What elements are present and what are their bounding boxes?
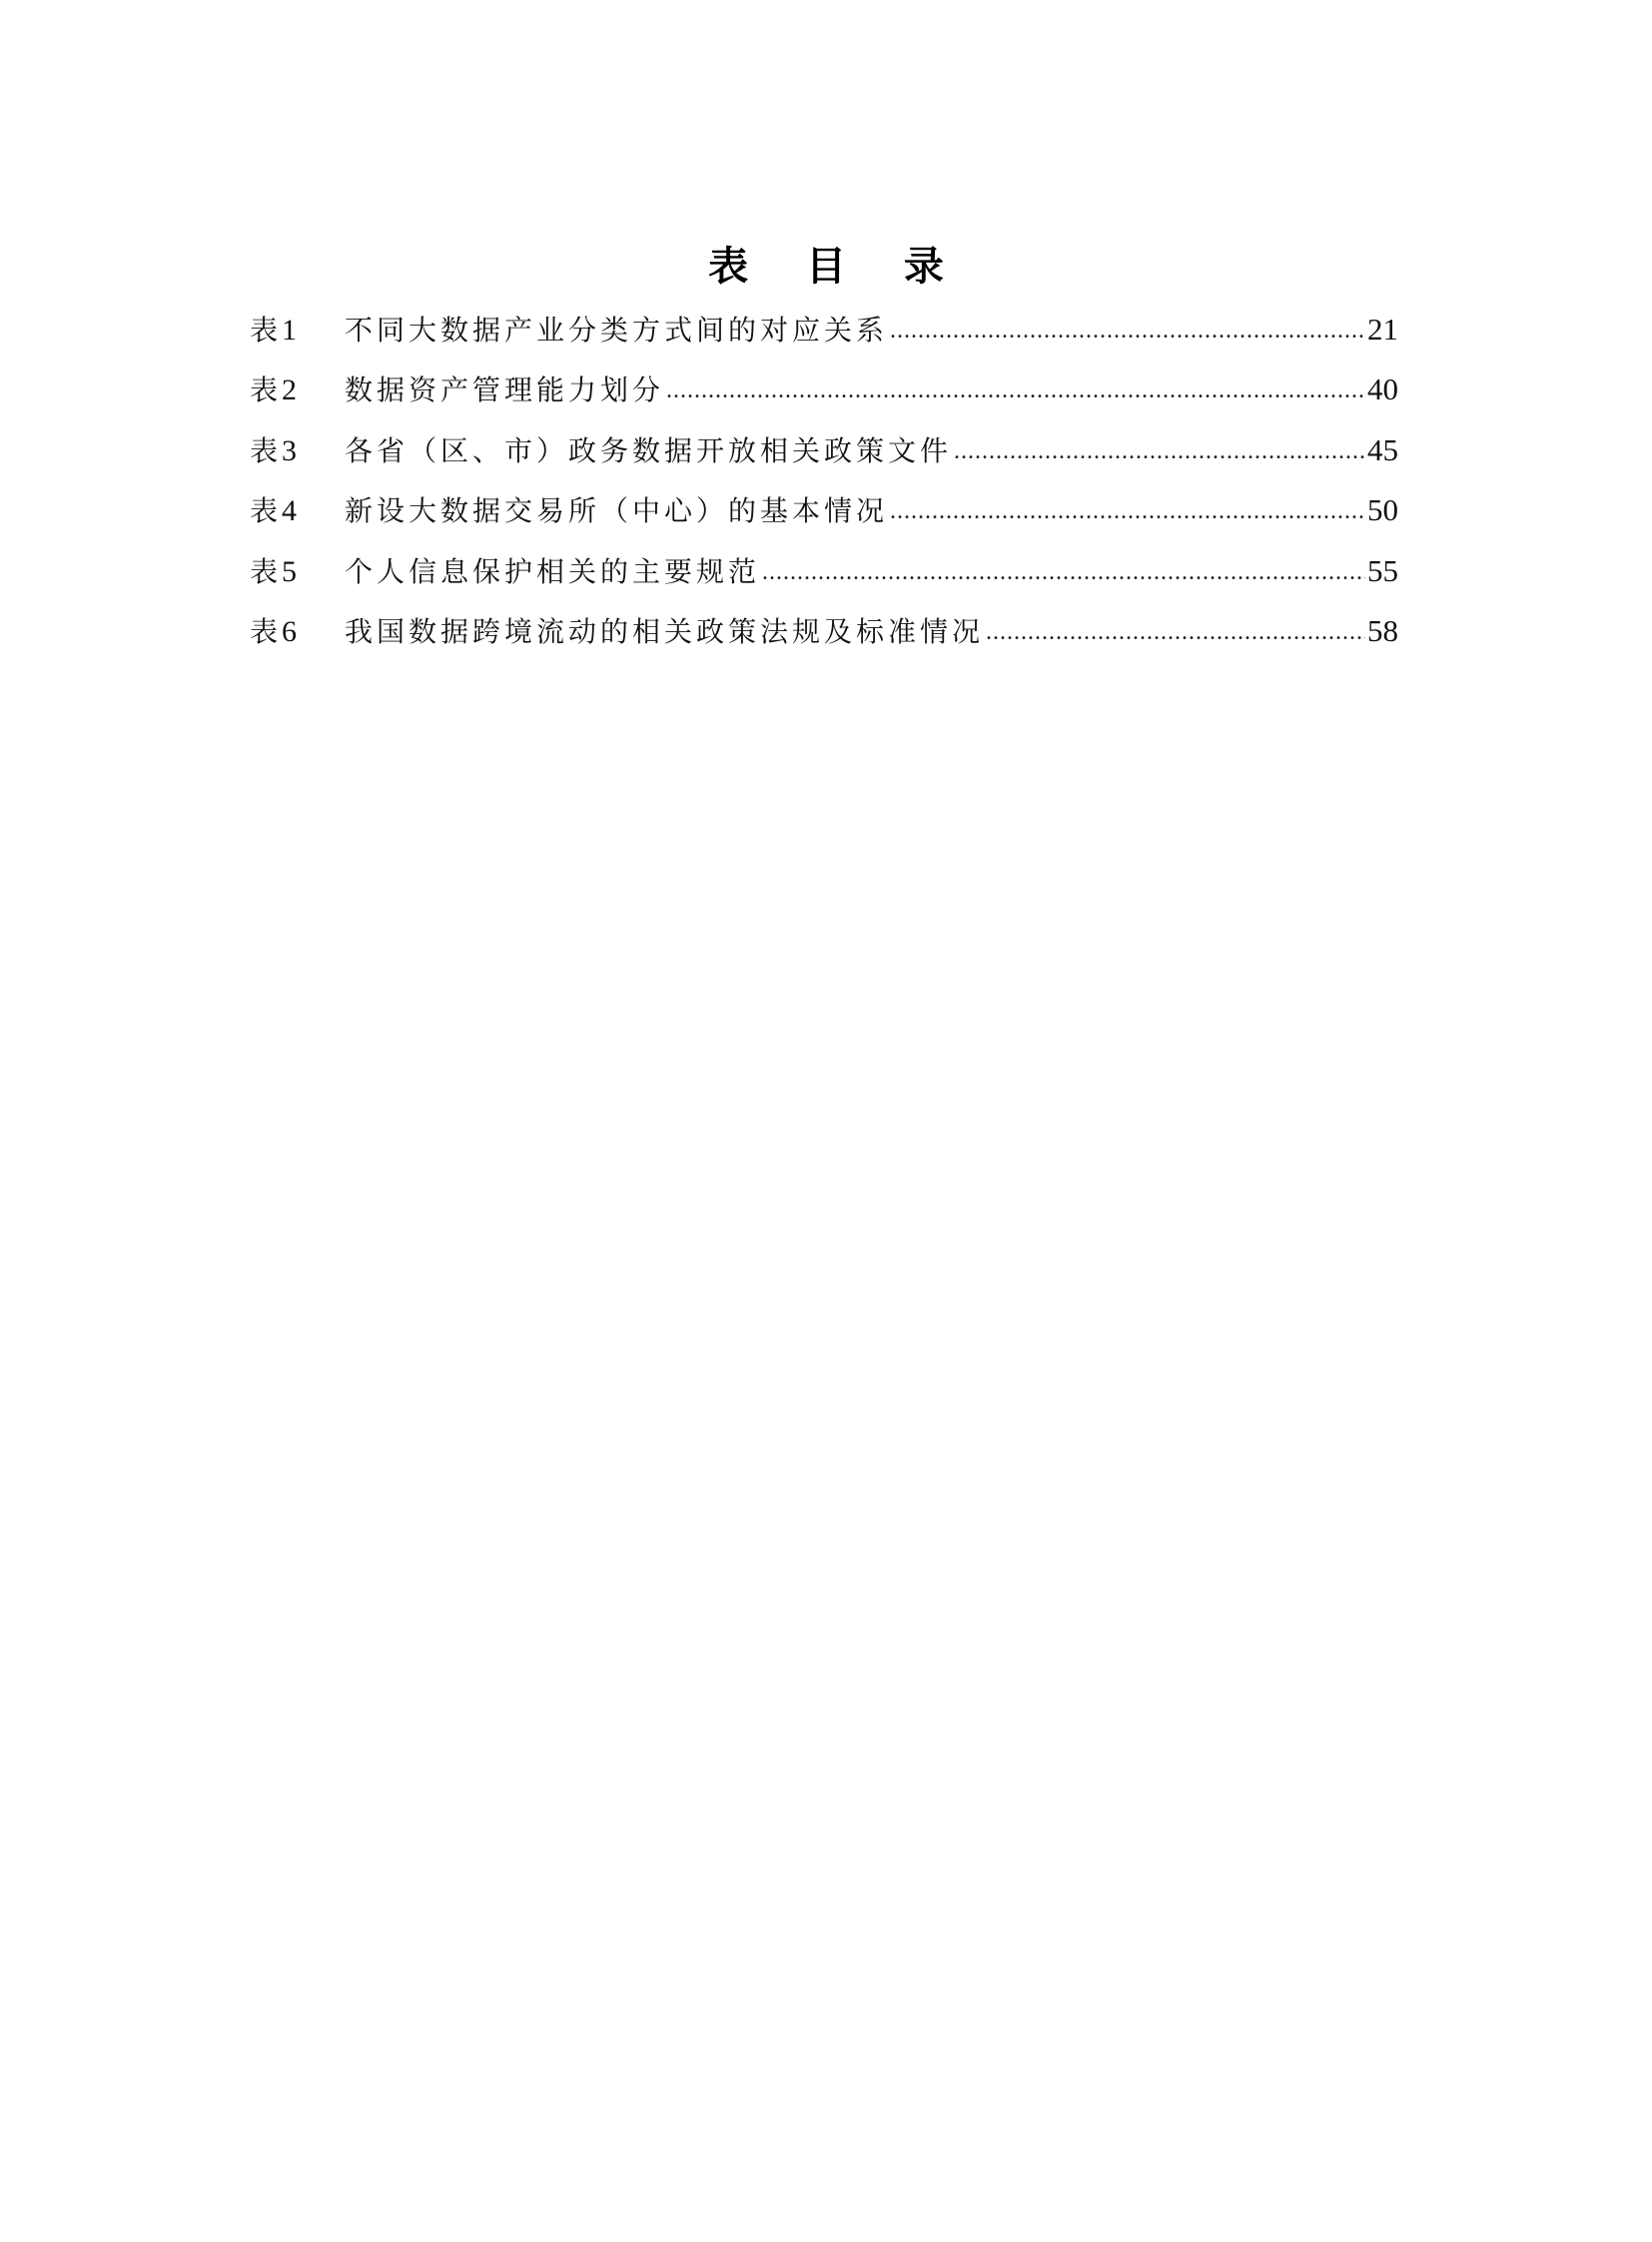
toc-entry-label xyxy=(250,550,345,594)
toc-entry-number: 3 xyxy=(282,433,298,467)
dot-leader xyxy=(666,369,1365,412)
toc-entry-4[interactable] xyxy=(250,488,1398,548)
toc-entry-label xyxy=(250,429,345,473)
dot-leader xyxy=(986,610,1365,654)
toc-entry-2[interactable] xyxy=(250,368,1398,427)
toc-entry-number: 1 xyxy=(282,314,298,347)
toc-entry-title[interactable]: 我国数据跨境流动的相关政策法规及标准情况 xyxy=(345,614,985,648)
toc-entry-1[interactable] xyxy=(250,308,1398,368)
dot-leader xyxy=(890,489,1365,533)
dot-leader xyxy=(762,550,1365,594)
toc-entry-title[interactable]: 新设大数据交易所（中心）的基本情况 xyxy=(345,494,889,528)
toc-entry-label xyxy=(250,309,345,353)
toc-entry-page[interactable]: 55 xyxy=(1367,552,1398,588)
toc-entry-page[interactable]: 45 xyxy=(1367,431,1398,467)
toc-entry-page[interactable]: 21 xyxy=(1367,312,1398,347)
dot-leader xyxy=(954,429,1365,473)
toc-entry-3[interactable] xyxy=(250,428,1398,488)
toc-entry-page[interactable]: 50 xyxy=(1367,492,1398,528)
toc-entry-page[interactable]: 40 xyxy=(1367,372,1398,407)
toc-entry-title[interactable]: 各省（区、市）政务数据开放相关政策文件 xyxy=(345,433,953,467)
toc-entry-title[interactable]: 数据资产管理能力划分 xyxy=(345,374,665,407)
toc-entry-number: 4 xyxy=(282,494,298,528)
dot-leader xyxy=(890,309,1365,353)
toc-entry-number: 5 xyxy=(282,554,298,588)
toc-entry-number: 2 xyxy=(282,374,298,407)
toc-entry-title[interactable]: 不同大数据产业分类方式间的对应关系 xyxy=(345,314,889,347)
toc-entry-prefix: 表 xyxy=(250,494,279,528)
toc-entry-label xyxy=(250,610,345,654)
toc-entry-page[interactable]: 58 xyxy=(1367,612,1398,648)
toc-entry-label xyxy=(250,489,345,533)
toc-entry-prefix: 表 xyxy=(250,433,279,467)
toc-entry-5[interactable] xyxy=(250,549,1398,609)
page-title: 表 目 录 xyxy=(708,243,966,290)
toc-entry-6[interactable] xyxy=(250,609,1398,669)
toc-entry-label xyxy=(250,369,345,412)
toc-entry-prefix: 表 xyxy=(250,374,279,407)
toc-entry-prefix: 表 xyxy=(250,554,279,588)
toc-entry-prefix: 表 xyxy=(250,614,279,648)
toc-entry-prefix: 表 xyxy=(250,314,279,347)
table-of-tables xyxy=(250,308,1398,669)
toc-entry-title[interactable]: 个人信息保护相关的主要规范 xyxy=(345,554,761,588)
toc-entry-number: 6 xyxy=(282,614,298,648)
